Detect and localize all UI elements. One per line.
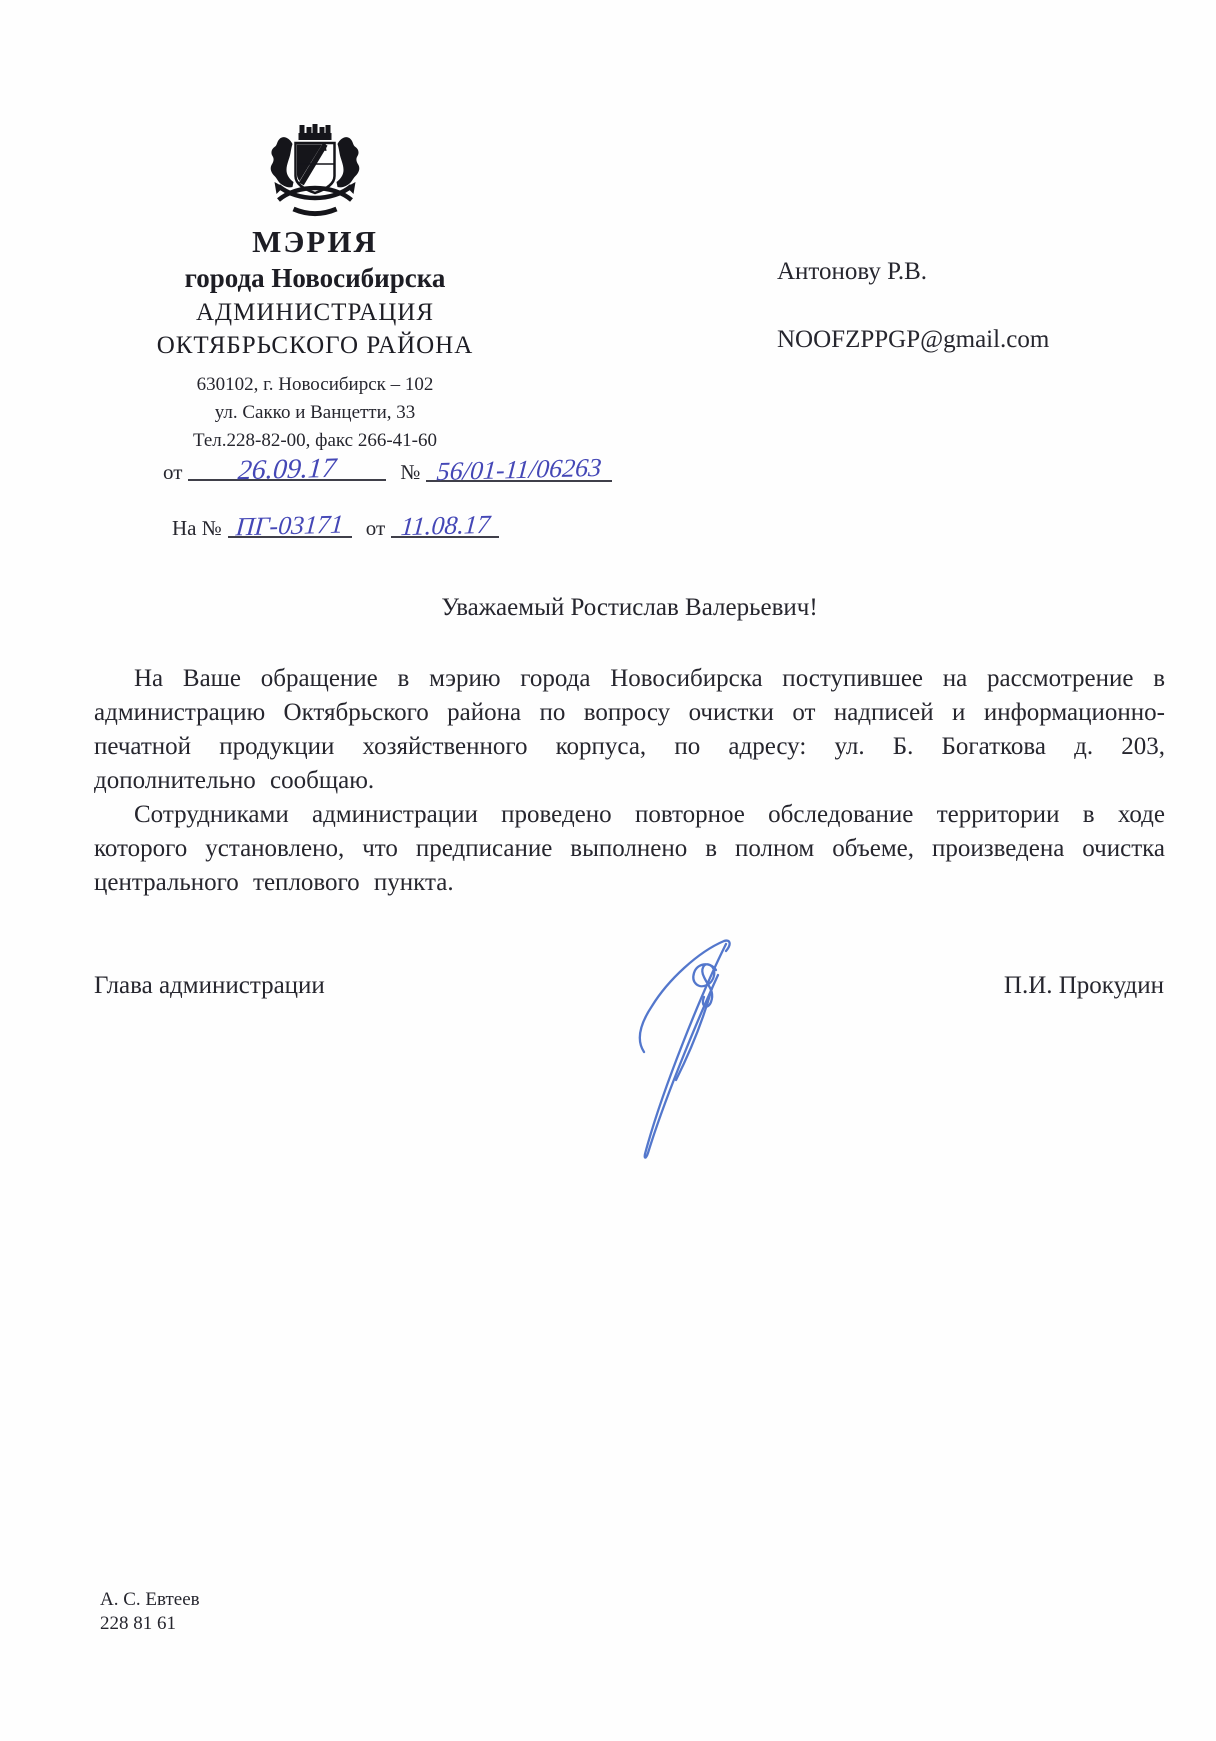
recipient-name: Антонову Р.В. [777,258,928,285]
letterhead [90,120,540,455]
executor-block [100,1588,200,1636]
org-phone-fax: Тел.228-82-00, факс 266-41-60 [192,430,438,451]
org-name-line1: МЭРИЯ [252,224,378,259]
salutation: Уважаемый Ростислав Валерьевич! [441,594,818,621]
novosibirsk-coat-of-arms-icon [262,120,368,222]
outgoing-number-handwritten: 56/01-11/06263 [436,452,603,487]
incoming-number-handwritten: ПГ-03171 [234,509,345,542]
outgoing-number-label: № [400,460,421,484]
org-street-address: ул. Сакко и Ванцетти, 33 [214,402,416,423]
executor-phone: 228 81 61 [100,1613,176,1634]
outgoing-date-field [188,452,386,487]
incoming-number-field [228,509,352,542]
letter-body [94,662,1165,900]
recipient-email: NOOFZPPGP@gmail.com [777,326,1050,353]
signer-title: Глава администрации [94,972,325,999]
incoming-date-label: от [365,516,386,540]
incoming-number-label: На № [172,516,222,540]
outgoing-date-label: от [163,460,183,484]
handwritten-signature [598,928,763,1173]
org-name-line3: АДМИНИСТРАЦИЯ [196,299,434,326]
outgoing-date-handwritten: 26.09.17 [237,452,338,487]
outgoing-reference-line [163,452,612,487]
incoming-reference-line [172,509,499,542]
body-paragraph-1: На Ваше обращение в мэрию города Новосибирска поступившее на рассмотрение в администрацию Октябрьского района по вопросу очистки от надписей и информационно-печатной продукции хозяйственного корпуса, по адресу: ул. Б. Богаткова д. 203, дополнительно сообщаю. [94,665,1165,794]
incoming-date-handwritten: 11.08.17 [399,509,492,542]
body-paragraph-2: Сотрудниками администрации проведено повторное обследование территории в ходе которого установлено, что предписание выполнено в полном объеме, произведена очистка центрального теплового пункта. [94,801,1165,896]
org-postal-address: 630102, г. Новосибирск – 102 [196,374,434,395]
outgoing-number-field [426,452,612,487]
org-name-line4: ОКТЯБРЬСКОГО РАЙОНА [156,332,474,359]
org-name-line2: города Новосибирска [184,263,446,293]
incoming-date-field [391,509,499,542]
recipient-block [777,258,1049,354]
signer-name: П.И. Прокудин [1003,972,1164,999]
executor-name: А. С. Евтеев [100,1589,200,1610]
